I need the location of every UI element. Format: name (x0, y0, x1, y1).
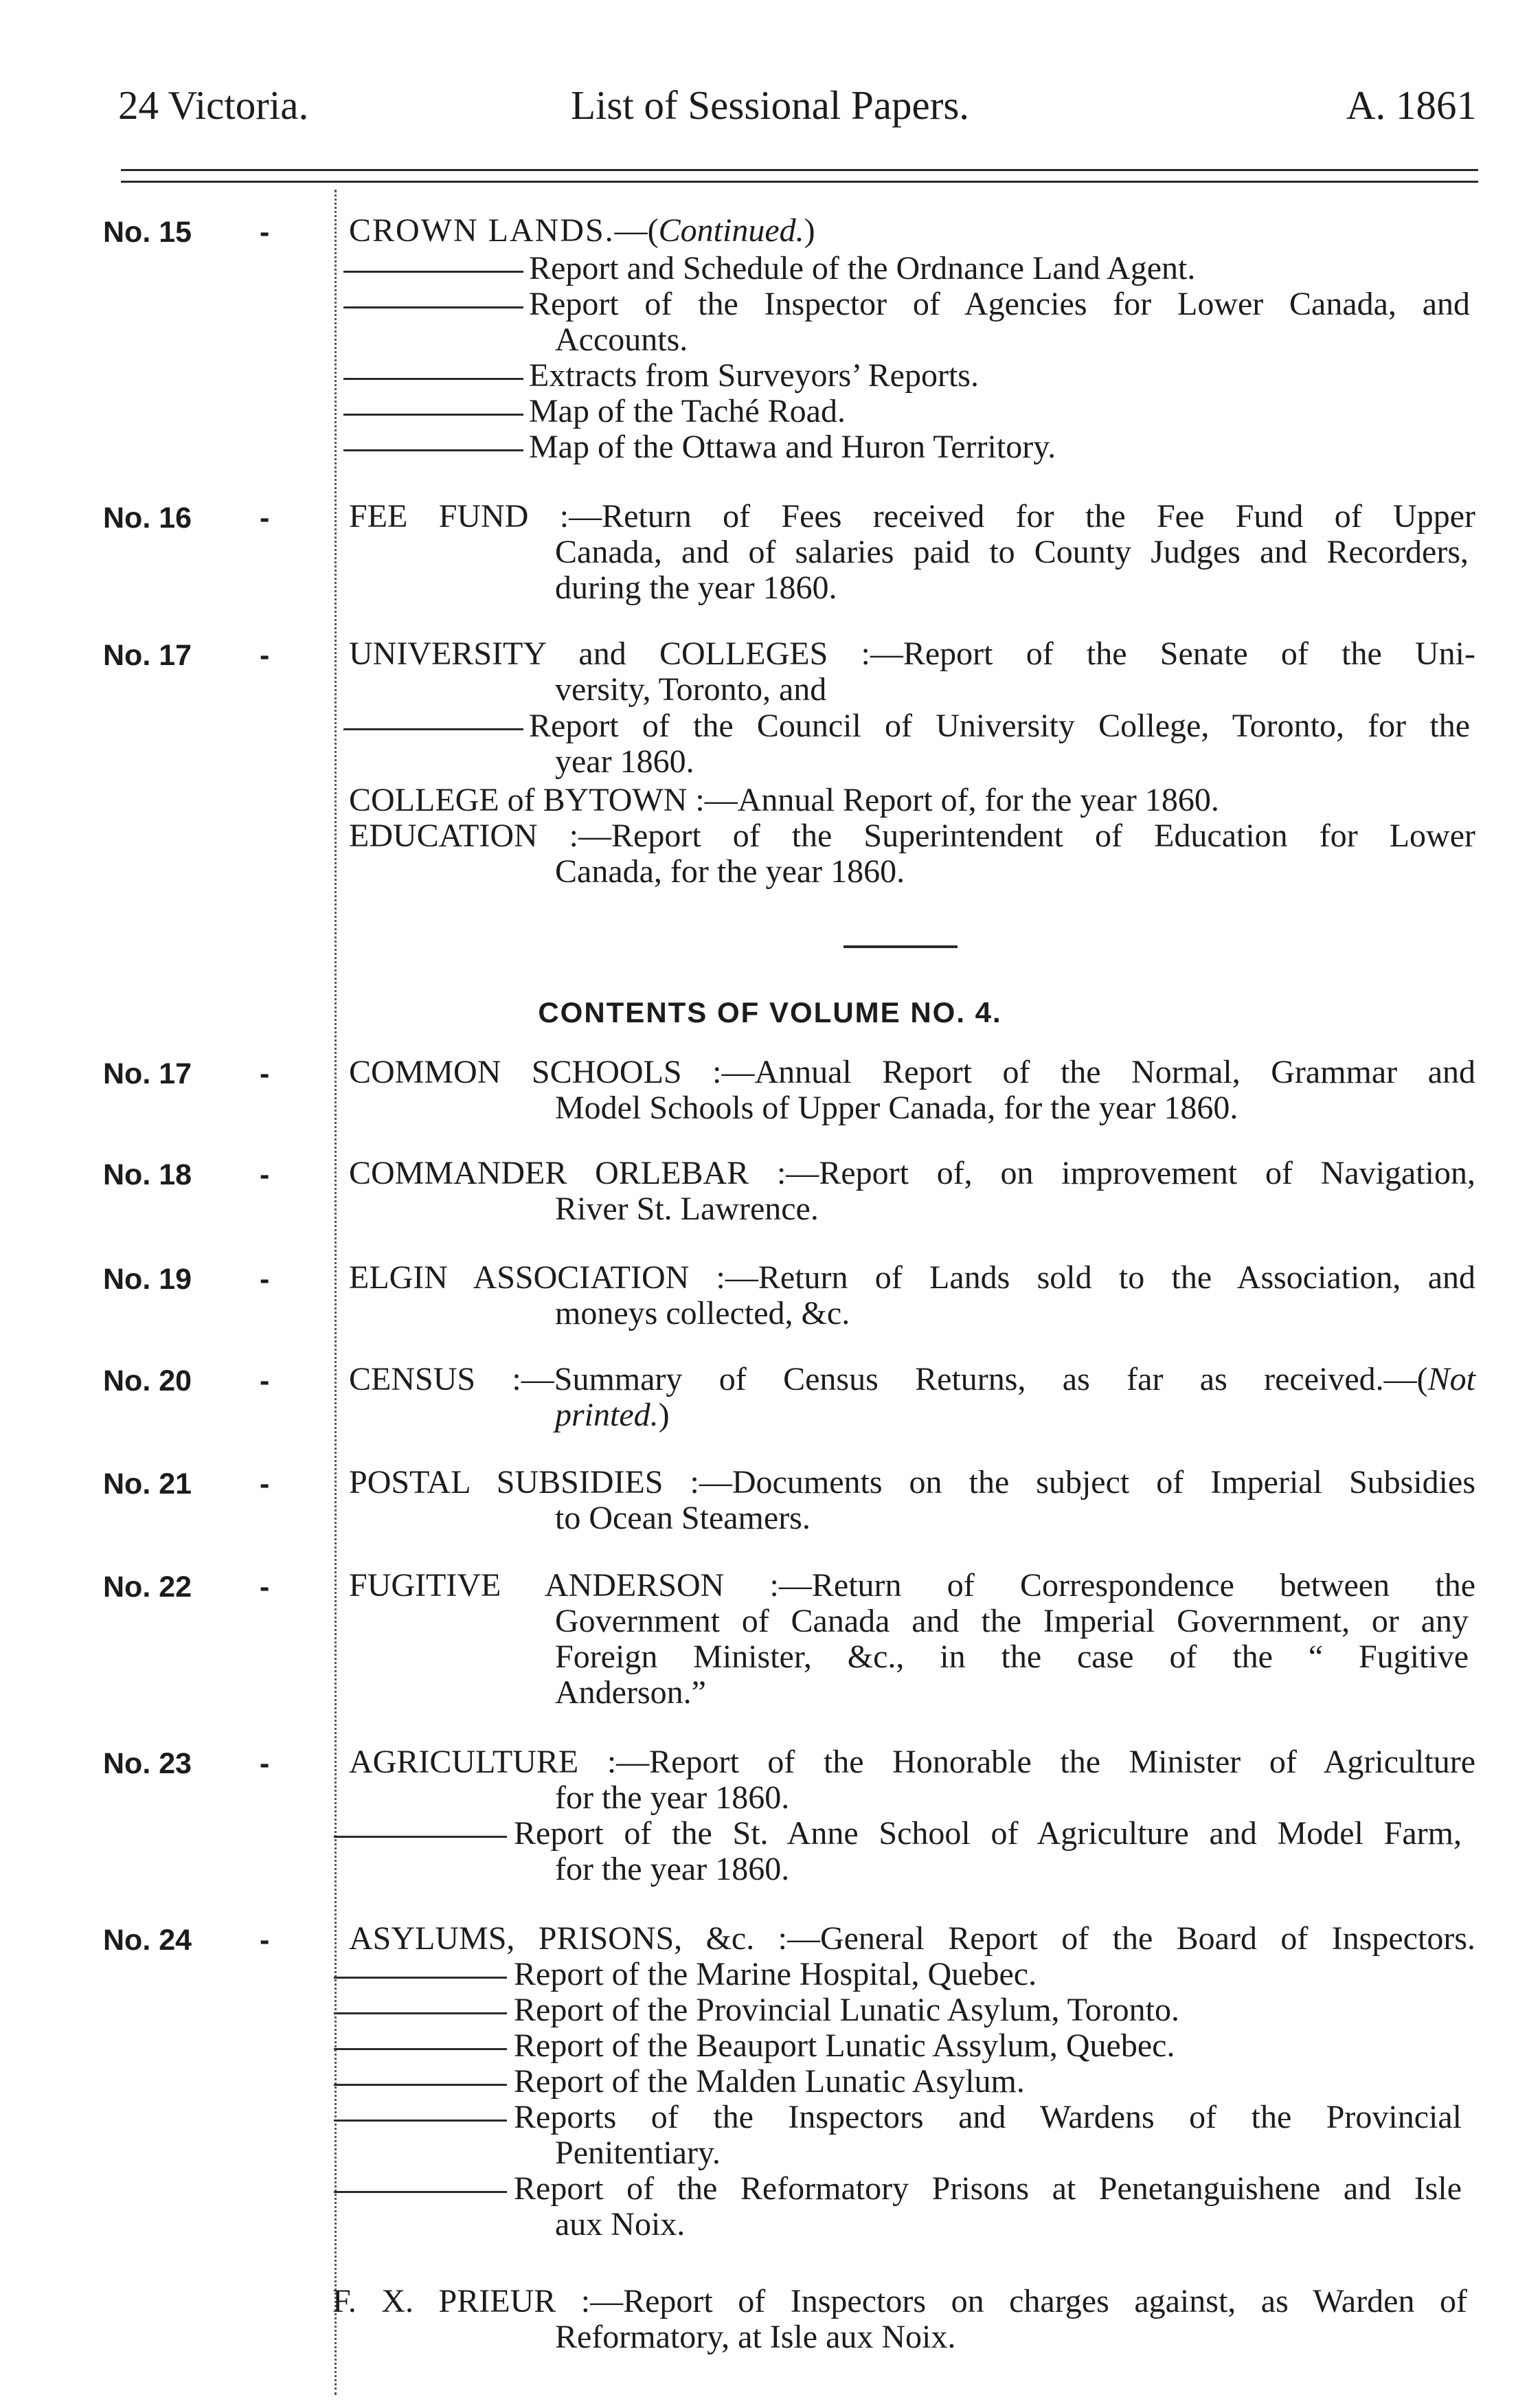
entry-title-punct: —( (614, 212, 659, 249)
paper-number: No. 15 (103, 216, 192, 249)
entry-line: Map of the Ottawa and Huron Territory. (529, 429, 1056, 465)
ditto-rule (334, 1836, 507, 1838)
entry-line: River St. Lawrence. (555, 1191, 819, 1227)
entry-line: Penitentiary. (555, 2135, 721, 2171)
entry-line: Report of the Malden Lunatic Asylum. (514, 2063, 1025, 2100)
leader-dash: - (260, 639, 270, 672)
leader-dash: - (260, 216, 270, 249)
entry-line: FUGITIVE ANDERSON :—Return of Correspondence between the (349, 1567, 1475, 1604)
paper-number: No. 22 (103, 1571, 192, 1604)
paper-number: No. 23 (103, 1747, 192, 1780)
entry-italic: printed. (555, 1397, 659, 1433)
entry-line: aux Noix. (555, 2206, 686, 2242)
entry-text: CENSUS :—Summary of Census Returns, as far as received.—( (349, 1361, 1428, 1397)
entry-title-close: ) (804, 212, 815, 249)
margin-dotted-line (335, 190, 337, 2395)
ditto-rule (334, 2120, 507, 2122)
header-double-rule (121, 169, 1478, 183)
paper-number: No. 18 (103, 1158, 192, 1191)
entry-line: UNIVERSITY and COLLEGES :—Report of the Senate of the Uni- (349, 636, 1475, 672)
entry-line: Report of the Council of University College, Toronto, for the (529, 708, 1470, 744)
paper-number: No. 19 (103, 1263, 192, 1296)
entry-line: ELGIN ASSOCIATION :—Return of Lands sold to the Association, and (349, 1259, 1475, 1296)
leader-dash: - (260, 1924, 270, 1957)
entry-heading (349, 214, 815, 247)
entry-line: FEE FUND :—Return of Fees received for the Fee Fund of Upper (349, 498, 1475, 535)
entry-line: AGRICULTURE :—Report of the Honorable the Minister of Agriculture (349, 1744, 1475, 1780)
entry-line: year 1860. (555, 743, 694, 780)
ditto-rule (343, 728, 523, 730)
entry-line (555, 1399, 670, 1432)
entry-line: to Ocean Steamers. (555, 1500, 811, 1536)
running-header-title: List of Sessional Papers. (570, 82, 970, 128)
leader-dash: - (260, 1057, 270, 1090)
ditto-rule (334, 1977, 507, 1979)
entry-line: for the year 1860. (555, 1779, 790, 1816)
leader-dash: - (260, 1364, 270, 1397)
entry-line: Report of the St. Anne School of Agriculture and Model Farm, (514, 1815, 1462, 1852)
entry-line: versity, Toronto, and (555, 671, 827, 708)
leader-dash: - (260, 1747, 270, 1780)
entry-line: Accounts. (555, 322, 688, 358)
entry-line: Reports of the Inspectors and Wardens of the Provincial (514, 2099, 1462, 2135)
entry-line: POSTAL SUBSIDIES :—Documents on the subject of Imperial Subsidies (349, 1464, 1475, 1500)
entry-line: Foreign Minister, &c., in the case of the “ Fugitive (555, 1639, 1469, 1675)
entry-line: Canada, and of salaries paid to County Judges and Recorders, (555, 534, 1469, 570)
entry-line: Model Schools of Upper Canada, for the year 1860. (555, 1090, 1238, 1126)
entry-line (349, 1363, 1475, 1396)
entry-italic: Not (1427, 1361, 1475, 1397)
leader-dash: - (260, 1468, 270, 1500)
entry-line: Report and Schedule of the Ordnance Land Agent. (529, 250, 1196, 286)
paper-number: No. 17 (103, 1057, 192, 1090)
ditto-rule (334, 2012, 507, 2014)
entry-text: ) (658, 1397, 670, 1433)
entry-line: Reformatory, at Isle aux Noix. (555, 2319, 956, 2355)
entry-line: Report of the Marine Hospital, Quebec. (514, 1956, 1037, 1992)
entry-line: COMMON SCHOOLS :—Annual Report of the Normal, Grammar and (349, 1054, 1475, 1090)
leader-dash: - (260, 1263, 270, 1296)
entry-line: during the year 1860. (555, 570, 837, 606)
paper-number: No. 17 (103, 639, 192, 672)
paper-number: No. 24 (103, 1924, 192, 1957)
entry-title: CROWN LANDS. (349, 212, 615, 249)
entry-line: EDUCATION :—Report of the Superintendent of Education for Lower (349, 818, 1475, 854)
entry-line: Government of Canada and the Imperial Government, or any (555, 1603, 1469, 1639)
entry-line: for the year 1860. (555, 1851, 790, 1887)
entry-line: Report of the Provincial Lunatic Asylum, Toronto. (514, 1992, 1179, 2028)
ditto-rule (334, 2048, 507, 2050)
ditto-rule (334, 2191, 507, 2193)
paper-number: No. 21 (103, 1468, 192, 1500)
paper-number: No. 20 (103, 1364, 192, 1397)
ditto-rule (343, 306, 523, 308)
paper-number: No. 16 (103, 502, 192, 535)
entry-line: ASYLUMS, PRISONS, &c. :—General Report of the Board of Inspectors. (349, 1920, 1475, 1957)
entry-line: COLLEGE of BYTOWN :—Annual Report of, for the year 1860. (349, 782, 1219, 818)
leader-dash: - (260, 502, 270, 535)
continued-label: Continued. (658, 212, 804, 249)
entry-line: Report of the Beauport Lunatic Assylum, Quebec. (514, 2027, 1175, 2064)
leader-dash: - (260, 1158, 270, 1191)
running-header-left: 24 Victoria. (118, 82, 309, 128)
entry-line: F. X. PRIEUR :—Report of Inspectors on charges against, as Warden of (332, 2283, 1467, 2319)
section-divider (843, 945, 958, 948)
volume-heading: CONTENTS OF VOLUME NO. 4. (538, 996, 1002, 1028)
entry-line: Extracts from Surveyors’ Reports. (529, 357, 979, 394)
entry-line: Report of the Reformatory Prisons at Penetanguishene and Isle (514, 2170, 1462, 2207)
leader-dash: - (260, 1571, 270, 1604)
entry-line: Canada, for the year 1860. (555, 853, 905, 890)
ditto-rule (343, 378, 523, 380)
ditto-rule (334, 2084, 507, 2086)
entry-line: moneys collected, &c. (555, 1295, 850, 1331)
entry-line: COMMANDER ORLEBAR :—Report of, on improvement of Navigation, (349, 1155, 1475, 1191)
entry-line: Anderson.” (555, 1674, 706, 1711)
ditto-rule (343, 449, 523, 451)
ditto-rule (343, 414, 523, 416)
ditto-rule (343, 271, 523, 273)
entry-line: Report of the Inspector of Agencies for Lower Canada, and (529, 286, 1470, 322)
entry-line: Map of the Taché Road. (529, 393, 846, 429)
running-header-right: A. 1861 (1346, 82, 1477, 128)
